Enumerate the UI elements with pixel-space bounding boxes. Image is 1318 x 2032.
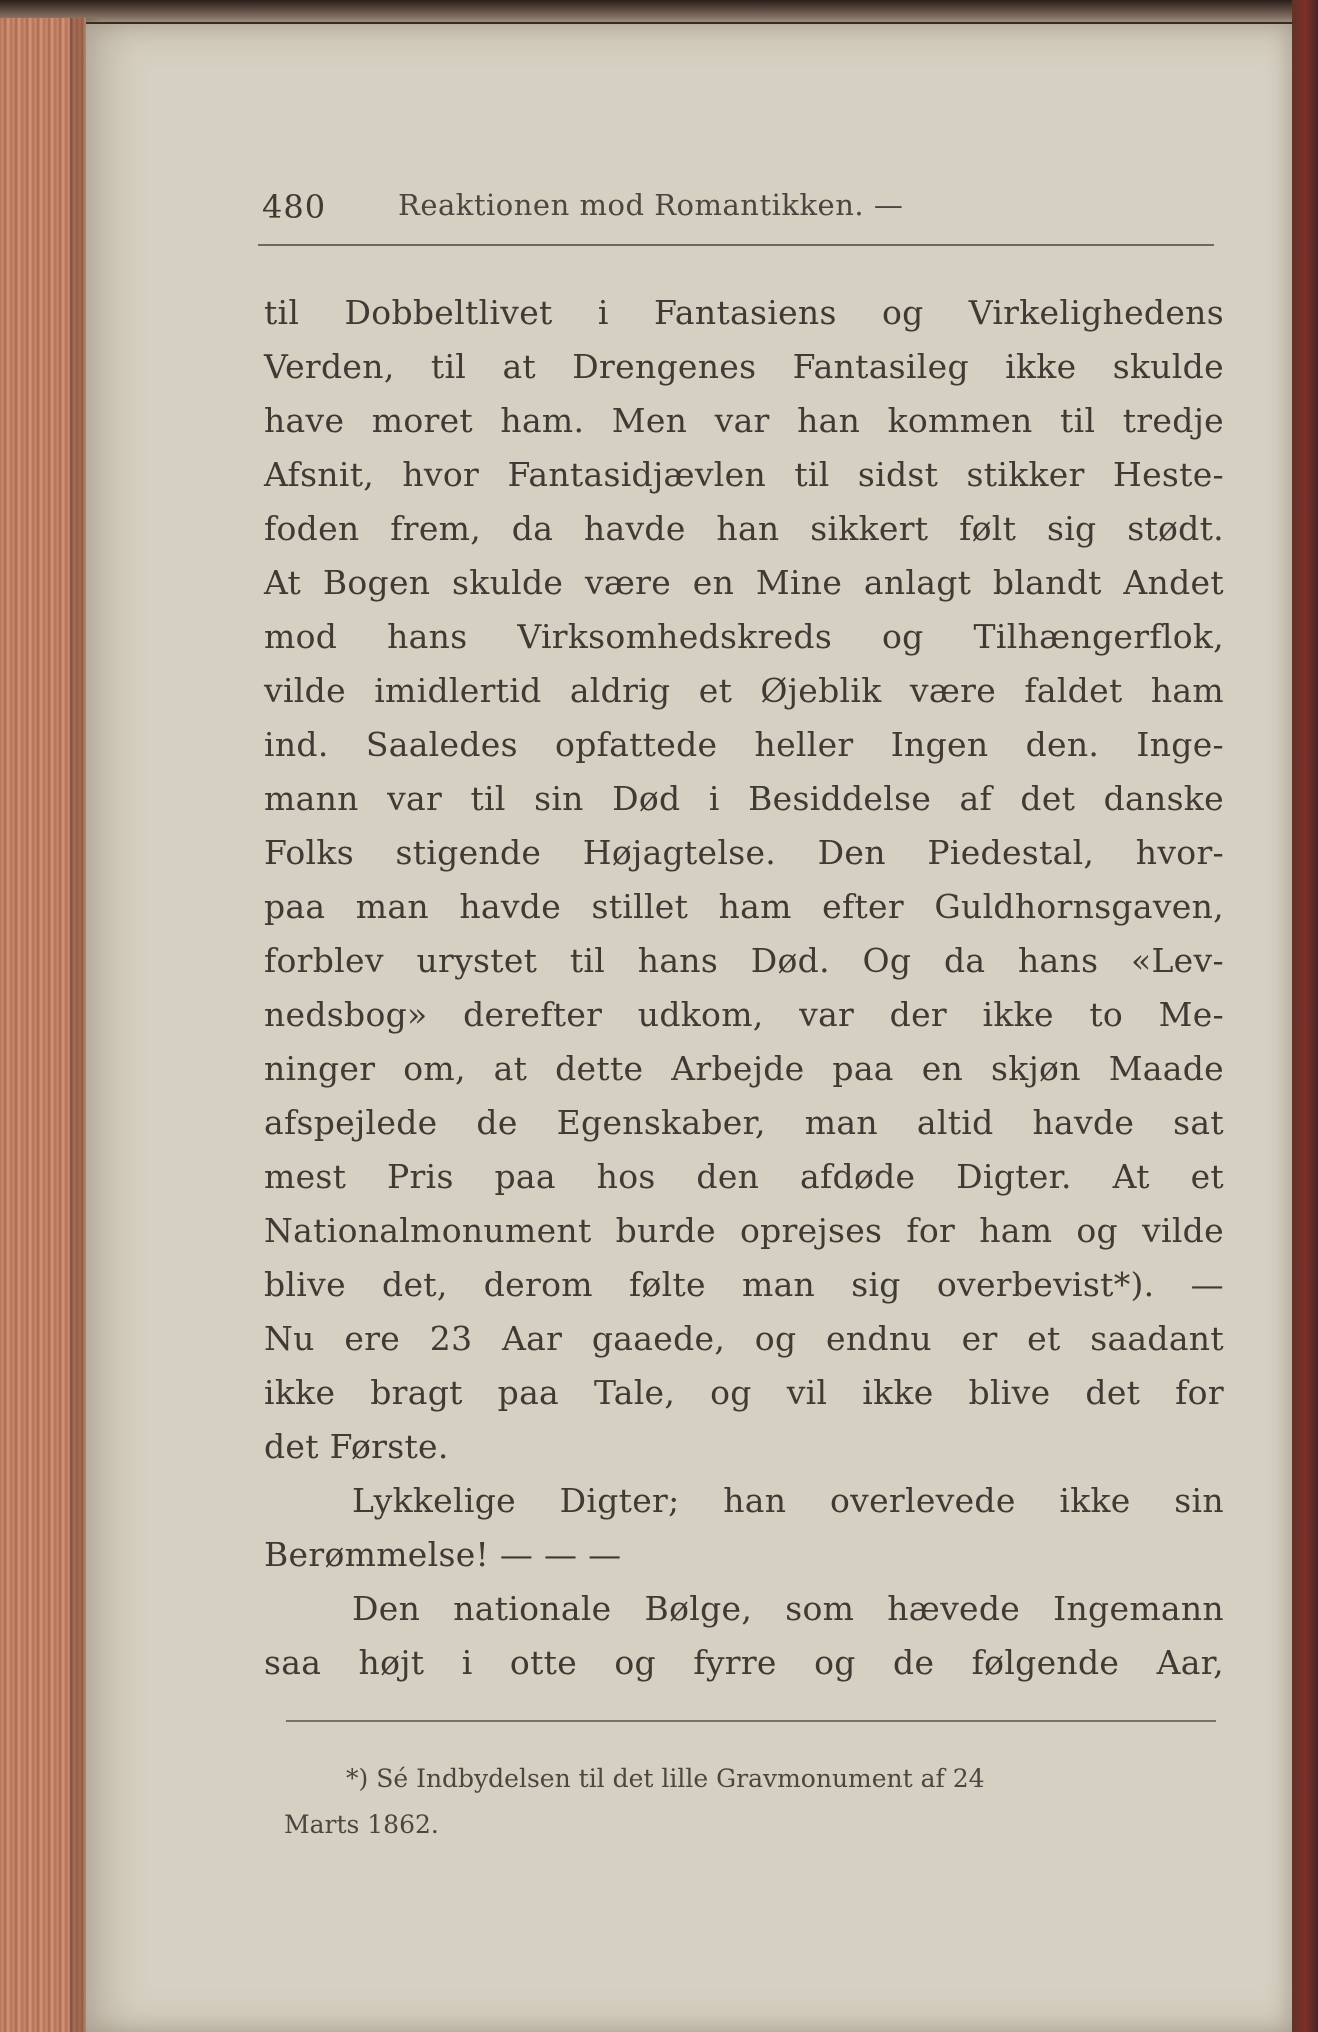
word: Lykkelige: [352, 1481, 516, 1520]
word: hos: [596, 1157, 656, 1196]
word: til: [569, 941, 606, 980]
word: Guldhornsgaven,: [934, 887, 1224, 926]
word: afdøde: [800, 1157, 916, 1196]
word: stikker: [966, 455, 1085, 494]
word: Og: [862, 941, 912, 980]
text-line: [264, 988, 1224, 1042]
word: hans: [637, 941, 719, 980]
book-top-edge: [0, 0, 1318, 22]
word: til: [430, 347, 467, 386]
text-line: [264, 1312, 1224, 1366]
word: og: [1076, 1211, 1118, 1250]
word: vilde: [264, 671, 346, 710]
word: Folks: [264, 833, 354, 872]
text-line: [264, 934, 1224, 988]
word: sin: [534, 779, 584, 818]
word: paa: [497, 1373, 560, 1412]
word: Maade: [1108, 1049, 1224, 1088]
word: 23: [429, 1319, 473, 1358]
word: Død.: [750, 941, 830, 980]
word: dette: [555, 1049, 644, 1088]
word: Bogen: [322, 563, 431, 602]
word: have: [264, 401, 345, 440]
word: han: [716, 509, 780, 548]
word: Digter;: [559, 1481, 680, 1520]
word: sin: [1174, 1481, 1224, 1520]
text-line: [264, 556, 1224, 610]
word: var: [799, 995, 855, 1034]
word: hans: [1018, 941, 1099, 980]
word: da: [511, 509, 554, 548]
word: være: [584, 563, 672, 602]
word: Besiddelse: [748, 779, 932, 818]
word: anlagt: [863, 563, 972, 602]
word: den: [696, 1157, 760, 1196]
word: sidst: [857, 455, 939, 494]
word: overlevede: [829, 1481, 1016, 1520]
word: vilde: [1142, 1211, 1224, 1250]
word: Virkelighedens: [968, 293, 1224, 332]
word: ere: [344, 1319, 401, 1358]
word: moret: [371, 401, 473, 440]
word: Mine: [755, 563, 843, 602]
word: danske: [1103, 779, 1224, 818]
text-line: [264, 1150, 1224, 1204]
word: skjøn: [990, 1049, 1081, 1088]
text-line: [264, 880, 1224, 934]
word: Verden,: [264, 347, 395, 386]
word: i: [461, 1643, 473, 1682]
word: «Lev-: [1130, 941, 1224, 980]
word: stødt.: [1127, 509, 1224, 548]
word: At: [264, 563, 302, 602]
word: og: [614, 1643, 656, 1682]
word: var: [387, 779, 443, 818]
word: da: [943, 941, 986, 980]
word: ikke: [1005, 347, 1077, 386]
word: hvor-: [1135, 833, 1224, 872]
word: paa: [494, 1157, 556, 1196]
word: at: [502, 347, 536, 386]
word: Men: [611, 401, 688, 440]
text-line: [264, 1528, 1224, 1582]
word: mann: [264, 779, 359, 818]
line-text: Berømmelse! — — —: [264, 1535, 622, 1574]
word: nationale: [453, 1589, 612, 1628]
word: et: [698, 671, 733, 710]
word: at: [493, 1049, 528, 1088]
word: Død: [612, 779, 681, 818]
word: Arbejde: [671, 1049, 805, 1088]
word: være: [909, 671, 997, 710]
body-text: [264, 286, 1224, 1690]
word: sig: [851, 1265, 901, 1304]
word: Nationalmonument: [264, 1211, 592, 1250]
word: Virksomhedskreds: [517, 617, 833, 656]
word: højt: [358, 1643, 425, 1682]
word: Nu: [264, 1319, 315, 1358]
word: til: [794, 455, 830, 494]
word: Ingemann: [1053, 1589, 1224, 1628]
word: og: [881, 293, 924, 332]
word: saadant: [1090, 1319, 1224, 1358]
word: faldet: [1024, 671, 1123, 710]
word: foden: [264, 509, 360, 548]
word: for: [1175, 1373, 1224, 1412]
word: Fantasiens: [653, 293, 837, 332]
word: blandt: [992, 563, 1102, 602]
word: og: [754, 1319, 797, 1358]
text-line: [264, 664, 1224, 718]
word: ikke: [862, 1373, 934, 1412]
word: mod: [264, 617, 338, 656]
word: han: [723, 1481, 787, 1520]
text-line: [264, 1420, 1224, 1474]
word: af: [959, 779, 993, 818]
word: et: [1190, 1157, 1224, 1196]
word: Me-: [1158, 995, 1224, 1034]
word: derefter: [463, 995, 603, 1034]
word: et: [1027, 1319, 1061, 1358]
text-line: [264, 1042, 1224, 1096]
word: Aar,: [1156, 1643, 1224, 1682]
word: blive: [968, 1373, 1051, 1412]
running-head: [256, 180, 1236, 230]
word: skulde: [452, 563, 564, 602]
word: Fantasileg: [792, 347, 969, 386]
word: aldrig: [569, 671, 671, 710]
word: derom: [483, 1265, 593, 1304]
word: opfattede: [555, 725, 718, 764]
word: endnu: [826, 1319, 932, 1358]
word: sig: [1046, 509, 1097, 548]
word: det: [1085, 1373, 1141, 1412]
text-line: [264, 1366, 1224, 1420]
text-line: [264, 826, 1224, 880]
word: Dobbeltlivet: [344, 293, 553, 332]
word: otte: [509, 1643, 578, 1682]
word: havde: [1032, 1103, 1135, 1142]
word: og: [814, 1643, 856, 1682]
word: en: [692, 563, 735, 602]
word: urystet: [416, 941, 538, 980]
word: ninger: [264, 1049, 376, 1088]
word: Tale,: [593, 1373, 676, 1412]
word: paa: [832, 1049, 894, 1088]
word: ham.: [500, 401, 585, 440]
word: ham: [1150, 671, 1224, 710]
word: skulde: [1112, 347, 1224, 386]
word: heller: [754, 725, 854, 764]
word: han: [797, 401, 861, 440]
word: er: [961, 1319, 998, 1358]
word: kommen: [887, 401, 1033, 440]
word: paa: [264, 887, 326, 926]
word: Højagtelse.: [582, 833, 777, 872]
word: de: [476, 1103, 518, 1142]
word: Inge-: [1136, 725, 1224, 764]
word: Andet: [1123, 563, 1224, 602]
word: udkom,: [637, 995, 764, 1034]
word: man: [355, 887, 429, 926]
word: nedsbog»: [264, 995, 428, 1034]
text-line: [264, 1204, 1224, 1258]
word: havde: [583, 509, 686, 548]
word: for: [906, 1211, 956, 1250]
word: stigende: [395, 833, 542, 872]
word: og: [710, 1373, 752, 1412]
word: som: [785, 1589, 855, 1628]
footnote-line: Marts 1862.: [284, 1810, 439, 1839]
word: blive: [264, 1265, 346, 1304]
word: efter: [822, 887, 904, 926]
word: forblev: [264, 941, 384, 980]
word: Den: [352, 1589, 421, 1628]
word: Pris: [387, 1157, 454, 1196]
word: ham: [979, 1211, 1053, 1250]
word: Bølge,: [644, 1589, 753, 1628]
word: og: [882, 617, 924, 656]
word: følt: [959, 509, 1017, 548]
word: Digter.: [956, 1157, 1072, 1196]
word: tredje: [1122, 401, 1224, 440]
word: ham: [718, 887, 792, 926]
word: Egenskaber,: [556, 1103, 766, 1142]
word: Tilhængerflok,: [973, 617, 1224, 656]
text-line: [264, 286, 1224, 340]
text-line: [264, 448, 1224, 502]
word: en: [921, 1049, 964, 1088]
word: ind.: [264, 725, 329, 764]
word: mest: [264, 1157, 347, 1196]
word: i: [708, 779, 720, 818]
word: afspejlede: [264, 1103, 438, 1142]
page-number: 480: [262, 188, 327, 226]
word: Heste-: [1113, 455, 1224, 494]
text-line: [264, 1258, 1224, 1312]
word: ikke: [1059, 1481, 1131, 1520]
word: Saaledes: [365, 725, 518, 764]
word: altid: [916, 1103, 994, 1142]
word: Afsnit,: [264, 455, 375, 494]
word: havde: [459, 887, 562, 926]
word: man: [741, 1265, 816, 1304]
text-line: [264, 394, 1224, 448]
word: frem,: [390, 509, 482, 548]
text-line: [264, 1582, 1224, 1636]
word: stillet: [591, 887, 689, 926]
word: Aar: [502, 1319, 563, 1358]
word: til: [264, 293, 300, 332]
word: hans: [387, 617, 468, 656]
word: i: [597, 293, 609, 332]
text-line: [264, 340, 1224, 394]
word: det,: [382, 1265, 448, 1304]
word: sikkert: [810, 509, 929, 548]
word: man: [804, 1103, 878, 1142]
text-line: [264, 610, 1224, 664]
text-line: [264, 1474, 1224, 1528]
word: sat: [1173, 1103, 1224, 1142]
word: gaaede,: [591, 1319, 726, 1358]
word: vil: [786, 1373, 828, 1412]
word: overbevist*).: [936, 1265, 1155, 1304]
word: ikke: [982, 995, 1054, 1034]
word: —: [1190, 1265, 1224, 1304]
word: Ingen: [890, 725, 989, 764]
word: Piedestal,: [927, 833, 1095, 872]
word: følgende: [971, 1643, 1120, 1682]
word: At: [1112, 1157, 1150, 1196]
word: Den: [817, 833, 886, 872]
word: burde: [615, 1211, 716, 1250]
text-line: [264, 1096, 1224, 1150]
word: fyrre: [693, 1643, 777, 1682]
word: saa: [264, 1643, 322, 1682]
text-line: [264, 718, 1224, 772]
word: oprejses: [739, 1211, 883, 1250]
text-line: [264, 1636, 1224, 1690]
word: Øjeblik: [760, 671, 882, 710]
text-line: [264, 772, 1224, 826]
word: Drengenes: [572, 347, 757, 386]
word: hvor: [402, 455, 480, 494]
word: imidlertid: [374, 671, 542, 710]
word: to: [1089, 995, 1124, 1034]
header-rule: [258, 244, 1214, 246]
cover-edge: [1292, 0, 1318, 2032]
word: det: [1020, 779, 1076, 818]
word: hævede: [887, 1589, 1021, 1628]
running-title: Reaktionen mod Romantikken. —: [398, 188, 904, 222]
word: der: [889, 995, 947, 1034]
footnotes: [284, 1756, 1214, 1848]
word: den.: [1025, 725, 1100, 764]
word: Fantasidjævlen: [507, 455, 767, 494]
footnote-rule: [286, 1720, 1216, 1722]
word: til: [470, 779, 506, 818]
footnote-line: *) Sé Indbydelsen til det lille Gravmonument af 24: [346, 1764, 985, 1793]
line-text: det Første.: [264, 1427, 449, 1466]
text-line: [264, 502, 1224, 556]
word: de: [893, 1643, 935, 1682]
word: følte: [628, 1265, 706, 1304]
word: var: [714, 401, 770, 440]
word: ikke: [264, 1373, 336, 1412]
word: bragt: [370, 1373, 463, 1412]
word: om,: [403, 1049, 466, 1088]
word: til: [1060, 401, 1096, 440]
